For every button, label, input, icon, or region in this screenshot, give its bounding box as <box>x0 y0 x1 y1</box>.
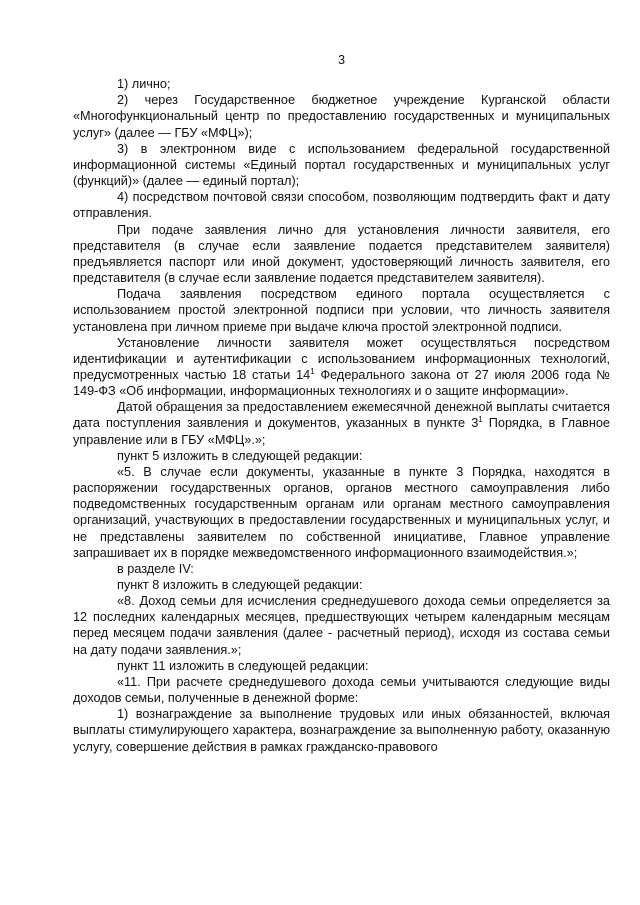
paragraph-item-2: 2) через Государственное бюджетное учреждение Курганской области «Многофункциональный центр по предоставлению государственных и муниципальных услуг» (далее — ГБУ «МФЦ»); <box>73 93 610 140</box>
paragraph-item-3: 3) в электронном виде с использованием федеральной государственной информационной системы «Единый портал государственных и муниципальных услуг (функций)» (далее — единый портал); <box>73 141 610 189</box>
paragraph-point-11-text: «11. При расчете среднедушевого дохода семьи учитываются следующие виды доходов семьи, полученные в денежной форме: <box>73 674 610 706</box>
paragraph-point-11-instruction: пункт 11 изложить в следующей редакции: <box>117 658 369 673</box>
date-text-after: Порядка, в Главное управление или в ГБУ «МФЦ».»; <box>73 416 610 447</box>
identification-text-before: Установление личности заявителя может осуществляться посредством идентификации и аутентификации с использованием информационных технологий, предусмотренных частью 18 статьи 14 <box>73 335 610 382</box>
paragraph-item-4: 4) посредством почтовой связи способом, позволяющим подтвердить факт и дату отправления. <box>73 190 610 221</box>
paragraph-point-8-instruction: пункт 8 изложить в следующей редакции: <box>117 578 363 592</box>
paragraph-date-of-request <box>73 399 610 447</box>
paragraph-point-5-text: «5. В случае если документы, указанные в пункте 3 Порядка, находятся в распоряжении государственных органов, органов местного самоуправления либо подведомственных государственным органам или органам местного самоуправления организаций, участвующих в предоставлении государственных и муниципальных услуг, и не представлены заявителем по собственной инициативе, Главное управление запрашивает их в порядке межведомственного информационного взаимодействия.»; <box>73 464 610 560</box>
page-number: 3 <box>337 53 346 67</box>
identification-text-after: Федерального закона от 27 июля 2006 года № 149-ФЗ «Об информации, информационных технологиях и о защите информации». <box>73 367 610 399</box>
identification-superscript: 1 <box>310 366 315 376</box>
paragraph-point-5-instruction: пункт 5 изложить в следующей редакции: <box>117 448 363 463</box>
paragraph-portal-submission: Подача заявления посредством единого портала осуществляется с использованием простой электронной подписи при условии, что личность заявителя установлена при личном приеме при выдаче ключа простой электронной подписи. <box>73 287 610 334</box>
date-superscript: 1 <box>478 415 483 425</box>
paragraph-item-1: 1) лично; <box>117 77 171 92</box>
paragraph-point-8-text: «8. Доход семьи для исчисления среднедушевого дохода семьи определяется за 12 последних календарных месяцев, предшествующих четырем календарным месяцам перед месяцем подачи заявления (далее - расчетный период), исходя из состава семьи на дату подачи заявления.»; <box>73 594 610 657</box>
paragraph-section-4: в разделе IV: <box>117 561 194 576</box>
paragraph-income-item-1: 1) вознаграждение за выполнение трудовых или иных обязанностей, включая выплаты стимулирующего характера, вознаграждение за выполненную работу, оказанную услугу, совершение действия в рамках гражданско-правового <box>73 707 610 754</box>
paragraph-personal-submission: При подаче заявления лично для установления личности заявителя, его представителя (в случае если заявление подается представителем заявителя) предъявляется паспорт или иной документ, удостоверяющий личность заявителя, его представителя (в случае если заявление подается представителем заявителя). <box>73 222 610 286</box>
date-text-before: Датой обращения за предоставлением ежемесячной денежной выплаты считается дата поступления заявления и документов, указанных в пункте 3 <box>73 400 610 431</box>
paragraph-identification <box>73 335 610 400</box>
